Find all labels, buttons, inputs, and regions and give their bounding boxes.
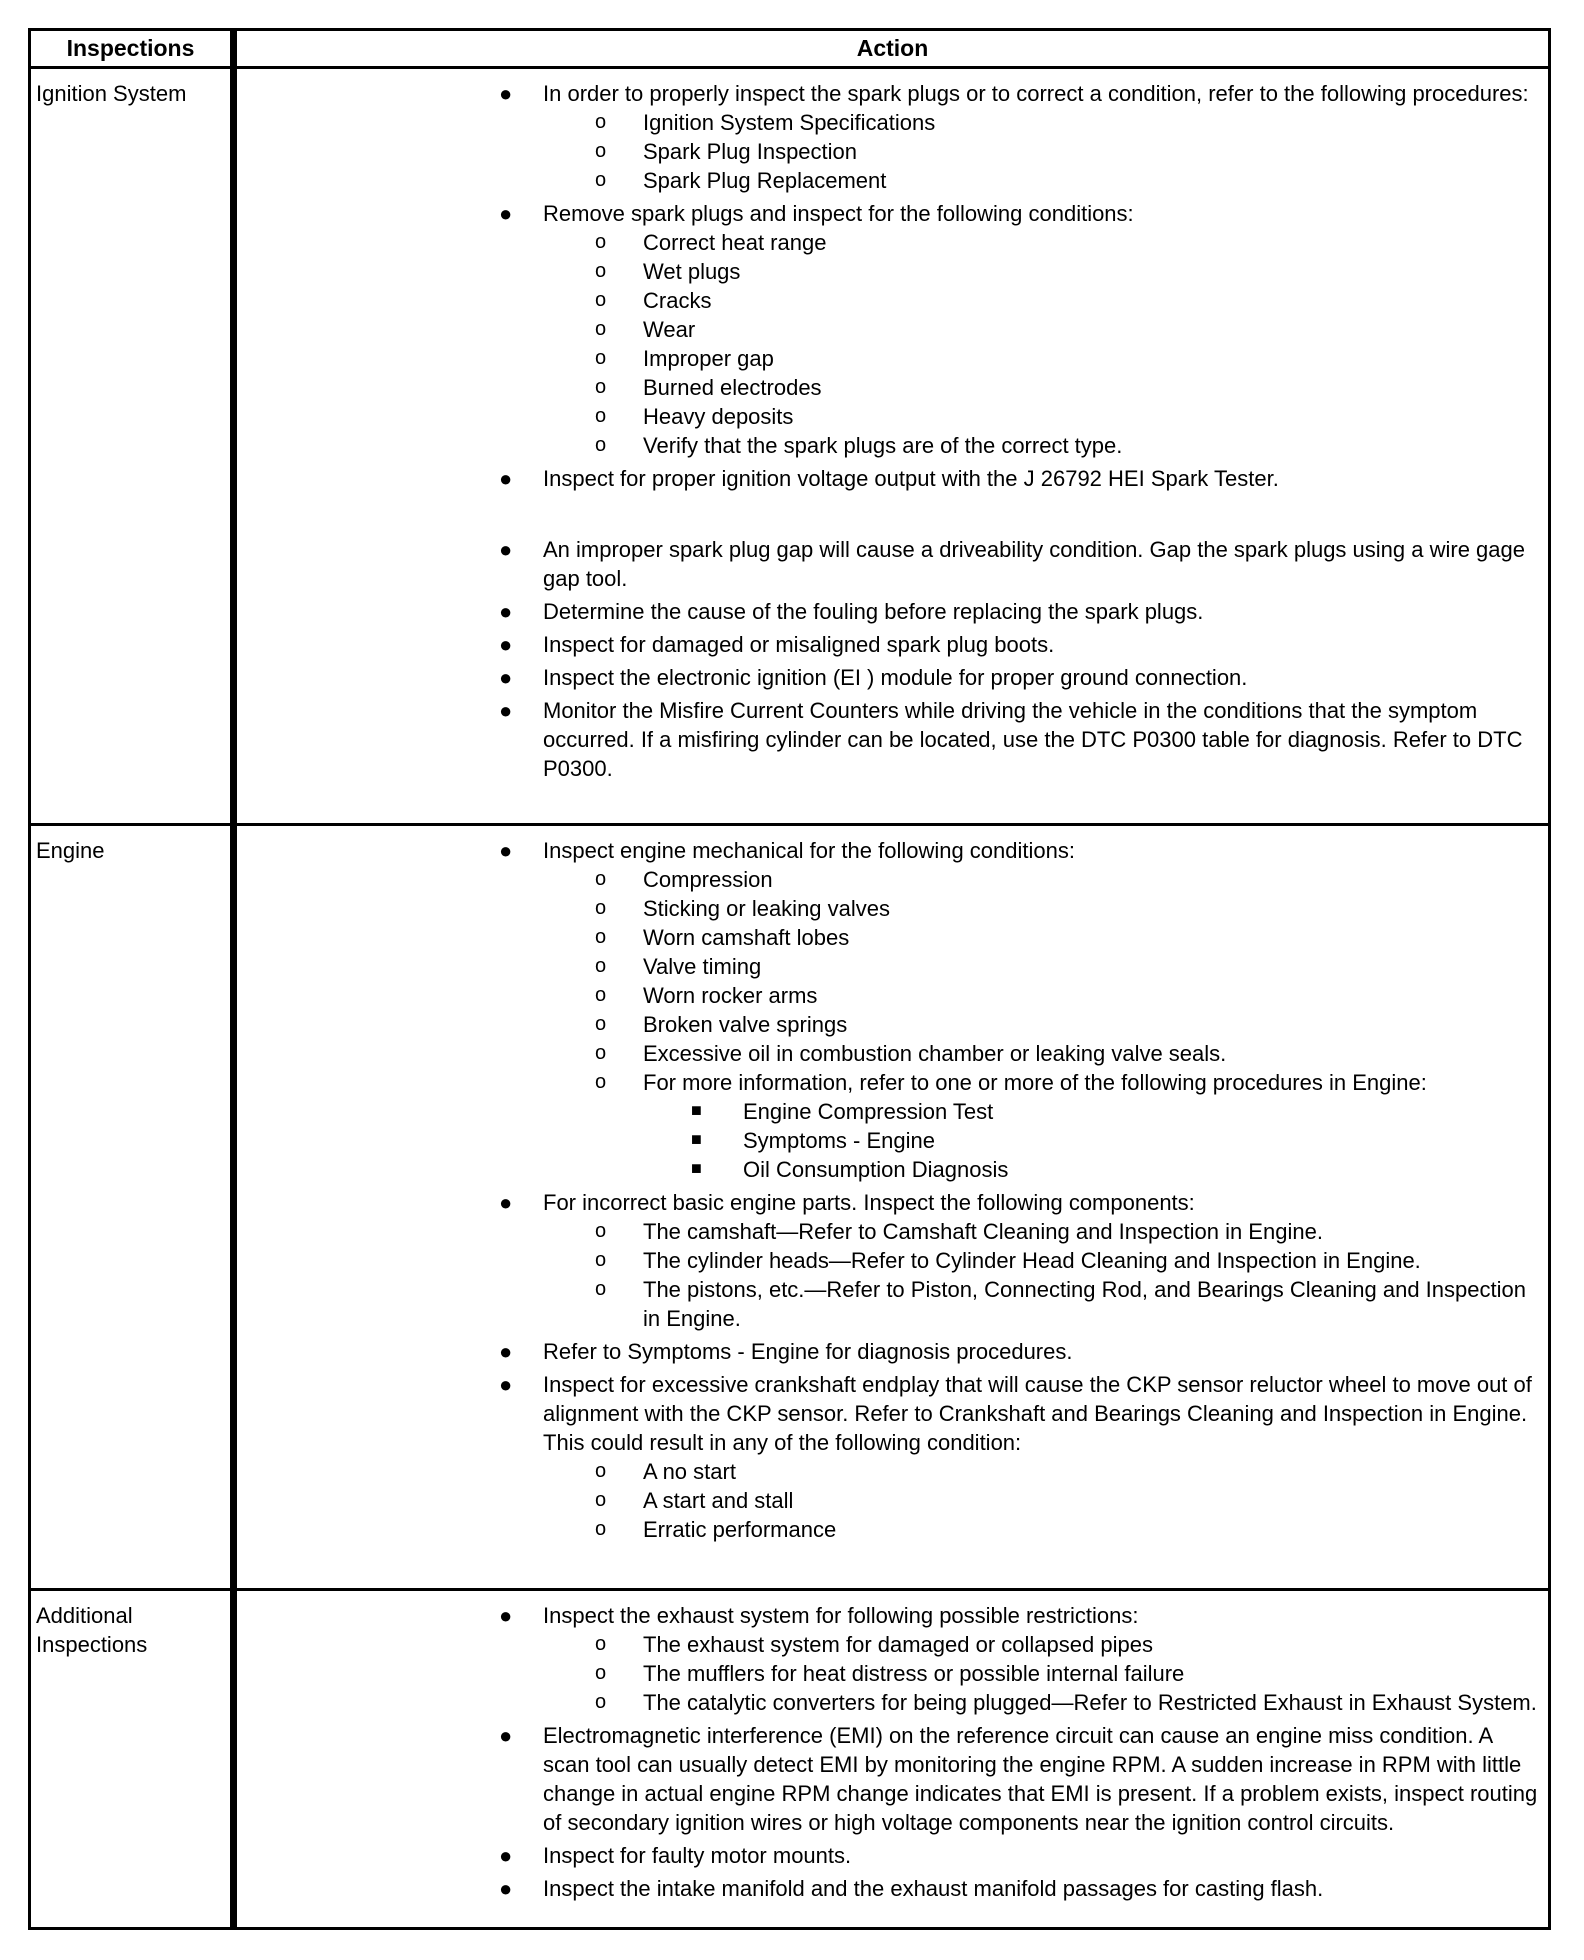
table-row-ignition <box>30 68 1550 825</box>
bullet-icon: ● <box>499 665 513 690</box>
bullet-icon: ● <box>499 1603 513 1628</box>
sub-item: o Burned electrodes <box>595 375 822 400</box>
bullet-icon: ● <box>499 1339 513 1364</box>
circle-bullet-icon: o <box>595 926 607 948</box>
action-item: ● Inspect for excessive crankshaft endplay that will cause the CKP sensor reluctor wheel to move out of alignment with the CKP sensor. Refer to Crankshaft and Bearings Cleaning and Inspection in Engine. This could result in any of the following condition: o A no start o A start and stall o Erratic performance <box>237 1370 1548 1544</box>
circle-bullet-icon: o <box>595 434 607 456</box>
sub-item: o The catalytic converters for being plugged—Refer to Restricted Exhaust in Exhaust System. <box>595 1690 1537 1715</box>
circle-bullet-icon: o <box>595 1013 607 1035</box>
sub-item: o Valve timing <box>595 954 762 979</box>
circle-bullet-icon: o <box>595 897 607 919</box>
row-label: Ignition System <box>30 68 234 825</box>
table-row-additional <box>30 1590 1550 1929</box>
circle-bullet-icon: o <box>595 1460 607 1482</box>
action-item: ● Inspect the intake manifold and the exhaust manifold passages for casting flash. <box>499 1876 1324 1901</box>
table-row-engine <box>30 825 1550 1590</box>
row-actions <box>234 68 1550 825</box>
bullet-icon: ● <box>499 201 513 226</box>
sub-item: o Erratic performance <box>595 1517 837 1542</box>
circle-bullet-icon: o <box>595 1518 607 1540</box>
square-bullet-icon: ■ <box>691 1100 702 1120</box>
sub-sub-item: ■ Engine Compression Test <box>643 1097 1544 1126</box>
sub-item: o Spark Plug Inspection <box>595 139 858 164</box>
row-label: Engine <box>30 825 234 1590</box>
sub-item: o Sticking or leaking valves <box>595 896 891 921</box>
circle-bullet-icon: o <box>595 1691 607 1713</box>
circle-bullet-icon: o <box>595 111 607 133</box>
header-action: Action <box>234 30 1550 68</box>
circle-bullet-icon: o <box>595 260 607 282</box>
circle-bullet-icon: o <box>595 405 607 427</box>
sub-item: o Heavy deposits <box>595 404 794 429</box>
sub-item: o Compression <box>595 867 773 892</box>
circle-bullet-icon: o <box>595 955 607 977</box>
circle-bullet-icon: o <box>595 318 607 340</box>
action-item: ● Inspect engine mechanical for the following conditions: o Compression o Sticking or leaking valves o Worn camshaft lobes o Valve timing o Worn rocker arms o Broken valve springs o Excessive oil in combustion chamber or leaking valve seals. o For more information, refer to one or more of the following procedures in Engine: ■ Engine Compression Test ■ Symptoms - Engine ■ Oil Consumption Diagnosis <box>237 836 1548 1184</box>
sub-item: o For more information, refer to one or more of the following procedures in Engine: ■ Engine Compression Test ■ Symptoms - Engine ■ Oil Consumption Diagnosis <box>543 1068 1544 1184</box>
circle-bullet-icon: o <box>595 868 607 890</box>
sub-item: o The camshaft—Refer to Camshaft Cleaning and Inspection in Engine. <box>595 1219 1323 1244</box>
sub-item: o The mufflers for heat distress or possible internal failure <box>595 1661 1185 1686</box>
row-label: Additional Inspections <box>30 1590 234 1929</box>
square-bullet-icon: ■ <box>691 1129 702 1149</box>
action-item: ● Inspect the electronic ignition (EI ) module for proper ground connection. <box>499 665 1248 690</box>
circle-bullet-icon: o <box>595 1220 607 1242</box>
sub-item: o Verify that the spark plugs are of the correct type. <box>595 433 1123 458</box>
bullet-icon: ● <box>499 1723 513 1748</box>
sub-item: o Worn camshaft lobes <box>595 925 850 950</box>
action-item: ● Inspect for faulty motor mounts. <box>499 1843 852 1868</box>
circle-bullet-icon: o <box>595 289 607 311</box>
circle-bullet-icon: o <box>595 1633 607 1655</box>
sub-item: o Cracks <box>595 288 712 313</box>
bullet-icon: ● <box>499 1876 513 1901</box>
sub-sub-item: ■ Symptoms - Engine <box>643 1126 1544 1155</box>
circle-bullet-icon: o <box>595 1249 607 1271</box>
sub-item: o Correct heat range <box>595 230 827 255</box>
header-inspections: Inspections <box>30 30 234 68</box>
bullet-icon: ● <box>499 599 513 624</box>
circle-bullet-icon: o <box>595 1489 607 1511</box>
sub-item: o A start and stall <box>595 1488 794 1513</box>
sub-item: o Worn rocker arms <box>595 983 818 1008</box>
header-row <box>30 30 1550 68</box>
action-item: ● Remove spark plugs and inspect for the following conditions: o Correct heat range o Wet plugs o Cracks o Wear o Improper gap o Burned electrodes o Heavy deposits o Verify that the spark plugs are of the correct type. <box>237 199 1548 460</box>
bullet-icon: ● <box>499 1843 513 1868</box>
sub-item: o The cylinder heads—Refer to Cylinder Head Cleaning and Inspection in Engine. <box>595 1248 1421 1273</box>
action-item: ● Refer to Symptoms - Engine for diagnosis procedures. <box>499 1339 1073 1364</box>
sub-item: o The pistons, etc.—Refer to Piston, Connecting Rod, and Bearings Cleaning and Inspection in Engine. <box>595 1277 1526 1331</box>
action-item: ● For incorrect basic engine parts. Inspect the following components: o The camshaft—Refer to Camshaft Cleaning and Inspection in Engine. o The cylinder heads—Refer to Cylinder Head Cleaning and Inspection in Engine. o The pistons, etc.—Refer to Piston, Connecting Rod, and Bearings Cleaning and Inspection in Engine. <box>237 1188 1548 1333</box>
square-bullet-icon: ■ <box>691 1158 702 1178</box>
action-item: ● Determine the cause of the fouling before replacing the spark plugs. <box>499 599 1204 624</box>
sub-item: o Improper gap <box>595 346 774 371</box>
bullet-icon: ● <box>499 81 513 106</box>
bullet-icon: ● <box>499 698 513 723</box>
action-item: ● An improper spark plug gap will cause a driveability condition. Gap the spark plugs using a wire gage gap tool. <box>499 537 1525 591</box>
circle-bullet-icon: o <box>595 984 607 1006</box>
row-actions <box>234 1590 1550 1929</box>
sub-item: o The exhaust system for damaged or collapsed pipes <box>595 1632 1153 1657</box>
sub-item: o Ignition System Specifications <box>595 110 936 135</box>
sub-item: o Wear <box>595 317 696 342</box>
bullet-icon: ● <box>499 466 513 491</box>
bullet-icon: ● <box>499 632 513 657</box>
action-item: ● Monitor the Misfire Current Counters while driving the vehicle in the conditions that the symptom occurred. If a misfiring cylinder can be located, use the DTC P0300 table for diagnosis. Refer to DTC P0300. <box>499 698 1523 781</box>
circle-bullet-icon: o <box>595 231 607 253</box>
bullet-icon: ● <box>499 1372 513 1397</box>
circle-bullet-icon: o <box>595 169 607 191</box>
inspection-table <box>28 28 1551 1930</box>
action-item: ● Electromagnetic interference (EMI) on the reference circuit can cause an engine miss condition. A scan tool can usually detect EMI by monitoring the engine RPM. A sudden increase in RPM with little change in actual engine RPM change indicates that EMI is present. If a problem exists, inspect routing of secondary ignition wires or high voltage components near the ignition control circuits. <box>499 1723 1538 1835</box>
row-actions <box>234 825 1550 1590</box>
bullet-icon: ● <box>499 838 513 863</box>
action-item: ● Inspect the exhaust system for following possible restrictions: o The exhaust system for damaged or collapsed pipes o The mufflers for heat distress or possible internal failure o The catalytic converters for being plugged—Refer to Restricted Exhaust in Exhaust System. <box>237 1601 1548 1717</box>
action-item: ● Inspect for proper ignition voltage output with the J 26792 HEI Spark Tester. <box>499 466 1279 491</box>
sub-item: o Spark Plug Replacement <box>595 168 887 193</box>
circle-bullet-icon: o <box>595 1071 607 1093</box>
circle-bullet-icon: o <box>595 1278 607 1300</box>
sub-item: o Broken valve springs <box>595 1012 848 1037</box>
circle-bullet-icon: o <box>595 1662 607 1684</box>
sub-item: o Wet plugs <box>595 259 741 284</box>
circle-bullet-icon: o <box>595 376 607 398</box>
sub-sub-item: ■ Oil Consumption Diagnosis <box>643 1155 1544 1184</box>
sub-item: o A no start <box>595 1459 736 1484</box>
bullet-icon: ● <box>499 537 513 562</box>
circle-bullet-icon: o <box>595 140 607 162</box>
action-item: ● In order to properly inspect the spark plugs or to correct a condition, refer to the following procedures: o Ignition System Specifications o Spark Plug Inspection o Spark Plug Replacement <box>237 79 1548 195</box>
sub-item: o Excessive oil in combustion chamber or leaking valve seals. <box>595 1041 1227 1066</box>
circle-bullet-icon: o <box>595 1042 607 1064</box>
circle-bullet-icon: o <box>595 347 607 369</box>
action-item: ● Inspect for damaged or misaligned spark plug boots. <box>499 632 1055 657</box>
bullet-icon: ● <box>499 1190 513 1215</box>
